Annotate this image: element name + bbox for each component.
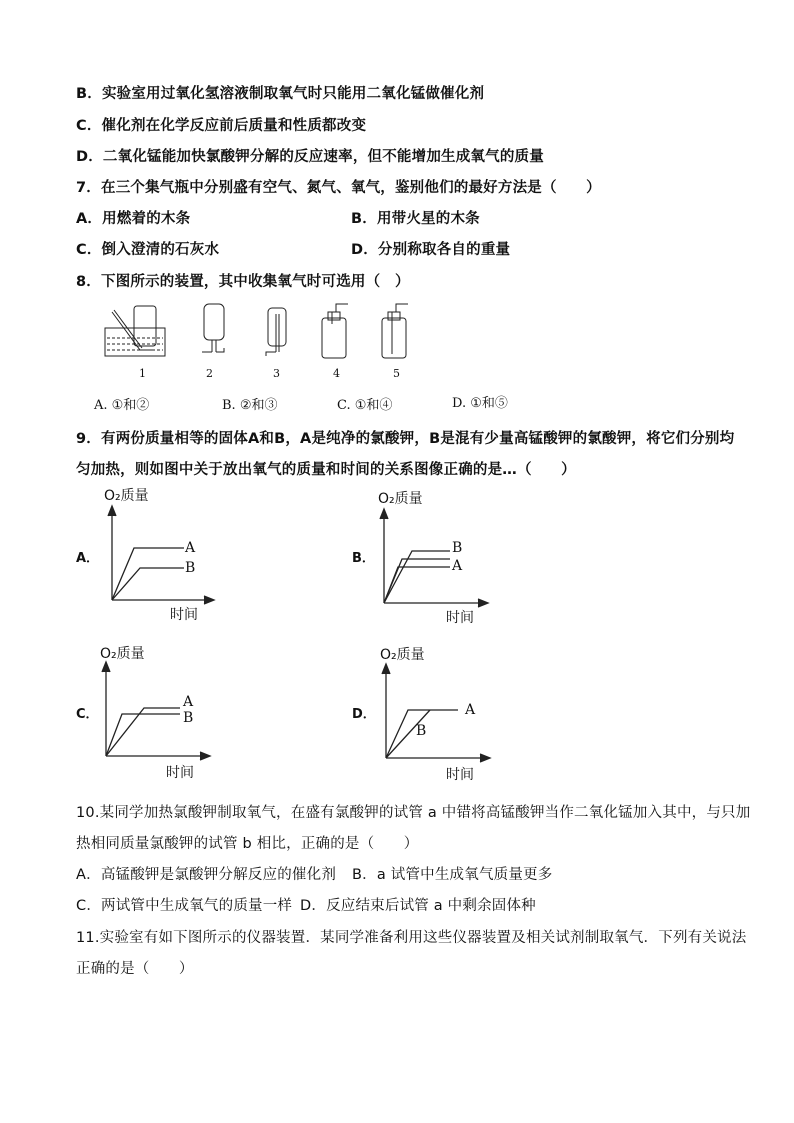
graph-a-option: A．: [76, 551, 100, 566]
q10-option-d: D．反应结束后试管 a 中剩余固体种: [300, 898, 536, 914]
q9-stem-line2: 匀加热，则如图中关于放出氧气的质量和时间的关系图像正确的是…（ ）: [76, 462, 576, 478]
graph-c-x-label: 时间: [166, 765, 194, 781]
apparatus-label-2: 2: [206, 367, 213, 380]
q6-option-b: B．实验室用过氧化氢溶液制取氧气时只能用二氧化锰做催化剂: [76, 86, 485, 102]
graph-d-plot: [374, 658, 494, 768]
graph-c-option: C．: [76, 707, 99, 722]
q9-stem-line1: 9．有两份质量相等的固体A和B，A是纯净的氯酸钾，B是混有少量高锰酸钾的氯酸钾，将它们分别均: [76, 431, 735, 447]
q8-option-a: A. ①和②: [94, 398, 150, 413]
q10-stem-line1: 10.某同学加热氯酸钾制取氧气，在盛有氯酸钾的试管 a 中错将高锰酸钾当作二氧化锰加入其中，与只加: [76, 805, 751, 821]
graph-b-plot: [372, 503, 492, 613]
graph-b-upper-label: B: [452, 540, 463, 556]
apparatus-label-5: 5: [393, 367, 400, 380]
apparatus-label-1: 1: [139, 367, 146, 380]
graph-b-option: B．: [352, 551, 375, 566]
apparatus-1-water-trough: [105, 306, 165, 356]
graph-a-plot: [100, 500, 220, 610]
q7-option-d: D．分别称取各自的重量: [351, 242, 511, 258]
apparatus-label-3: 3: [273, 367, 280, 380]
q8-stem: 8．下图所示的装置，其中收集氧气时可选用（ ）: [76, 274, 410, 290]
graph-a-x-label: 时间: [170, 607, 198, 623]
graph-a-upper-label: A: [185, 540, 196, 556]
graph-c-lower-label: B: [183, 710, 194, 726]
q8-option-d: D. ①和⑤: [452, 396, 508, 411]
q7-option-c: C．倒入澄清的石灰水: [76, 242, 220, 258]
graph-d-y-label: O₂质量: [380, 647, 425, 663]
graph-c-y-label: O₂质量: [100, 646, 145, 662]
q11-stem-line2: 正确的是（ ）: [76, 961, 194, 977]
apparatus-label-4: 4: [333, 367, 340, 380]
apparatus-5-upright-bottle-long-tube: [382, 304, 408, 358]
q7-option-b: B．用带火星的木条: [351, 211, 480, 227]
q7-option-a: A．用燃着的木条: [76, 211, 191, 227]
q10-option-c: C．两试管中生成氧气的质量一样: [76, 898, 293, 914]
q8-apparatus-figure: [100, 300, 420, 380]
graph-d-lower-label: B: [416, 723, 427, 739]
q10-option-b: B．a 试管中生成氧气质量更多: [352, 867, 553, 883]
apparatus-4-upright-bottle: [322, 304, 348, 358]
graph-b-lower-label: A: [452, 558, 463, 574]
graph-a-lower-label: B: [185, 560, 196, 576]
graph-a-y-label: O₂质量: [104, 488, 149, 504]
graph-d-x-label: 时间: [446, 767, 474, 783]
graph-b-x-label: 时间: [446, 610, 474, 626]
q6-option-c: C．催化剂在化学反应前后质量和性质都改变: [76, 118, 367, 134]
graph-d-upper-label: A: [465, 702, 476, 718]
apparatus-3-tube-bottle: [266, 308, 286, 356]
q8-option-b: B. ②和③: [222, 398, 278, 413]
q10-option-a: A．高锰酸钾是氯酸钾分解反应的催化剂: [76, 867, 337, 883]
q6-option-d: D．二氧化锰能加快氯酸钾分解的反应速率，但不能增加生成氧气的质量: [76, 149, 544, 165]
q7-stem: 7．在三个集气瓶中分别盛有空气、氮气、氧气，鉴别他们的最好方法是（ ）: [76, 180, 601, 196]
graph-d-option: D．: [352, 707, 376, 722]
apparatus-2-downward-bottle: [202, 304, 224, 352]
graph-c-plot: [94, 656, 214, 766]
q10-stem-line2: 热相同质量氯酸钾的试管 b 相比，正确的是（ ）: [76, 836, 419, 852]
graph-c-upper-label: A: [183, 694, 194, 710]
graph-b-y-label: O₂质量: [378, 491, 423, 507]
q8-option-c: C. ①和④: [337, 398, 393, 413]
q11-stem-line1: 11.实验室有如下图所示的仪器装置．某同学准备利用这些仪器装置及相关试剂制取氧气．下列有关说法: [76, 930, 747, 946]
